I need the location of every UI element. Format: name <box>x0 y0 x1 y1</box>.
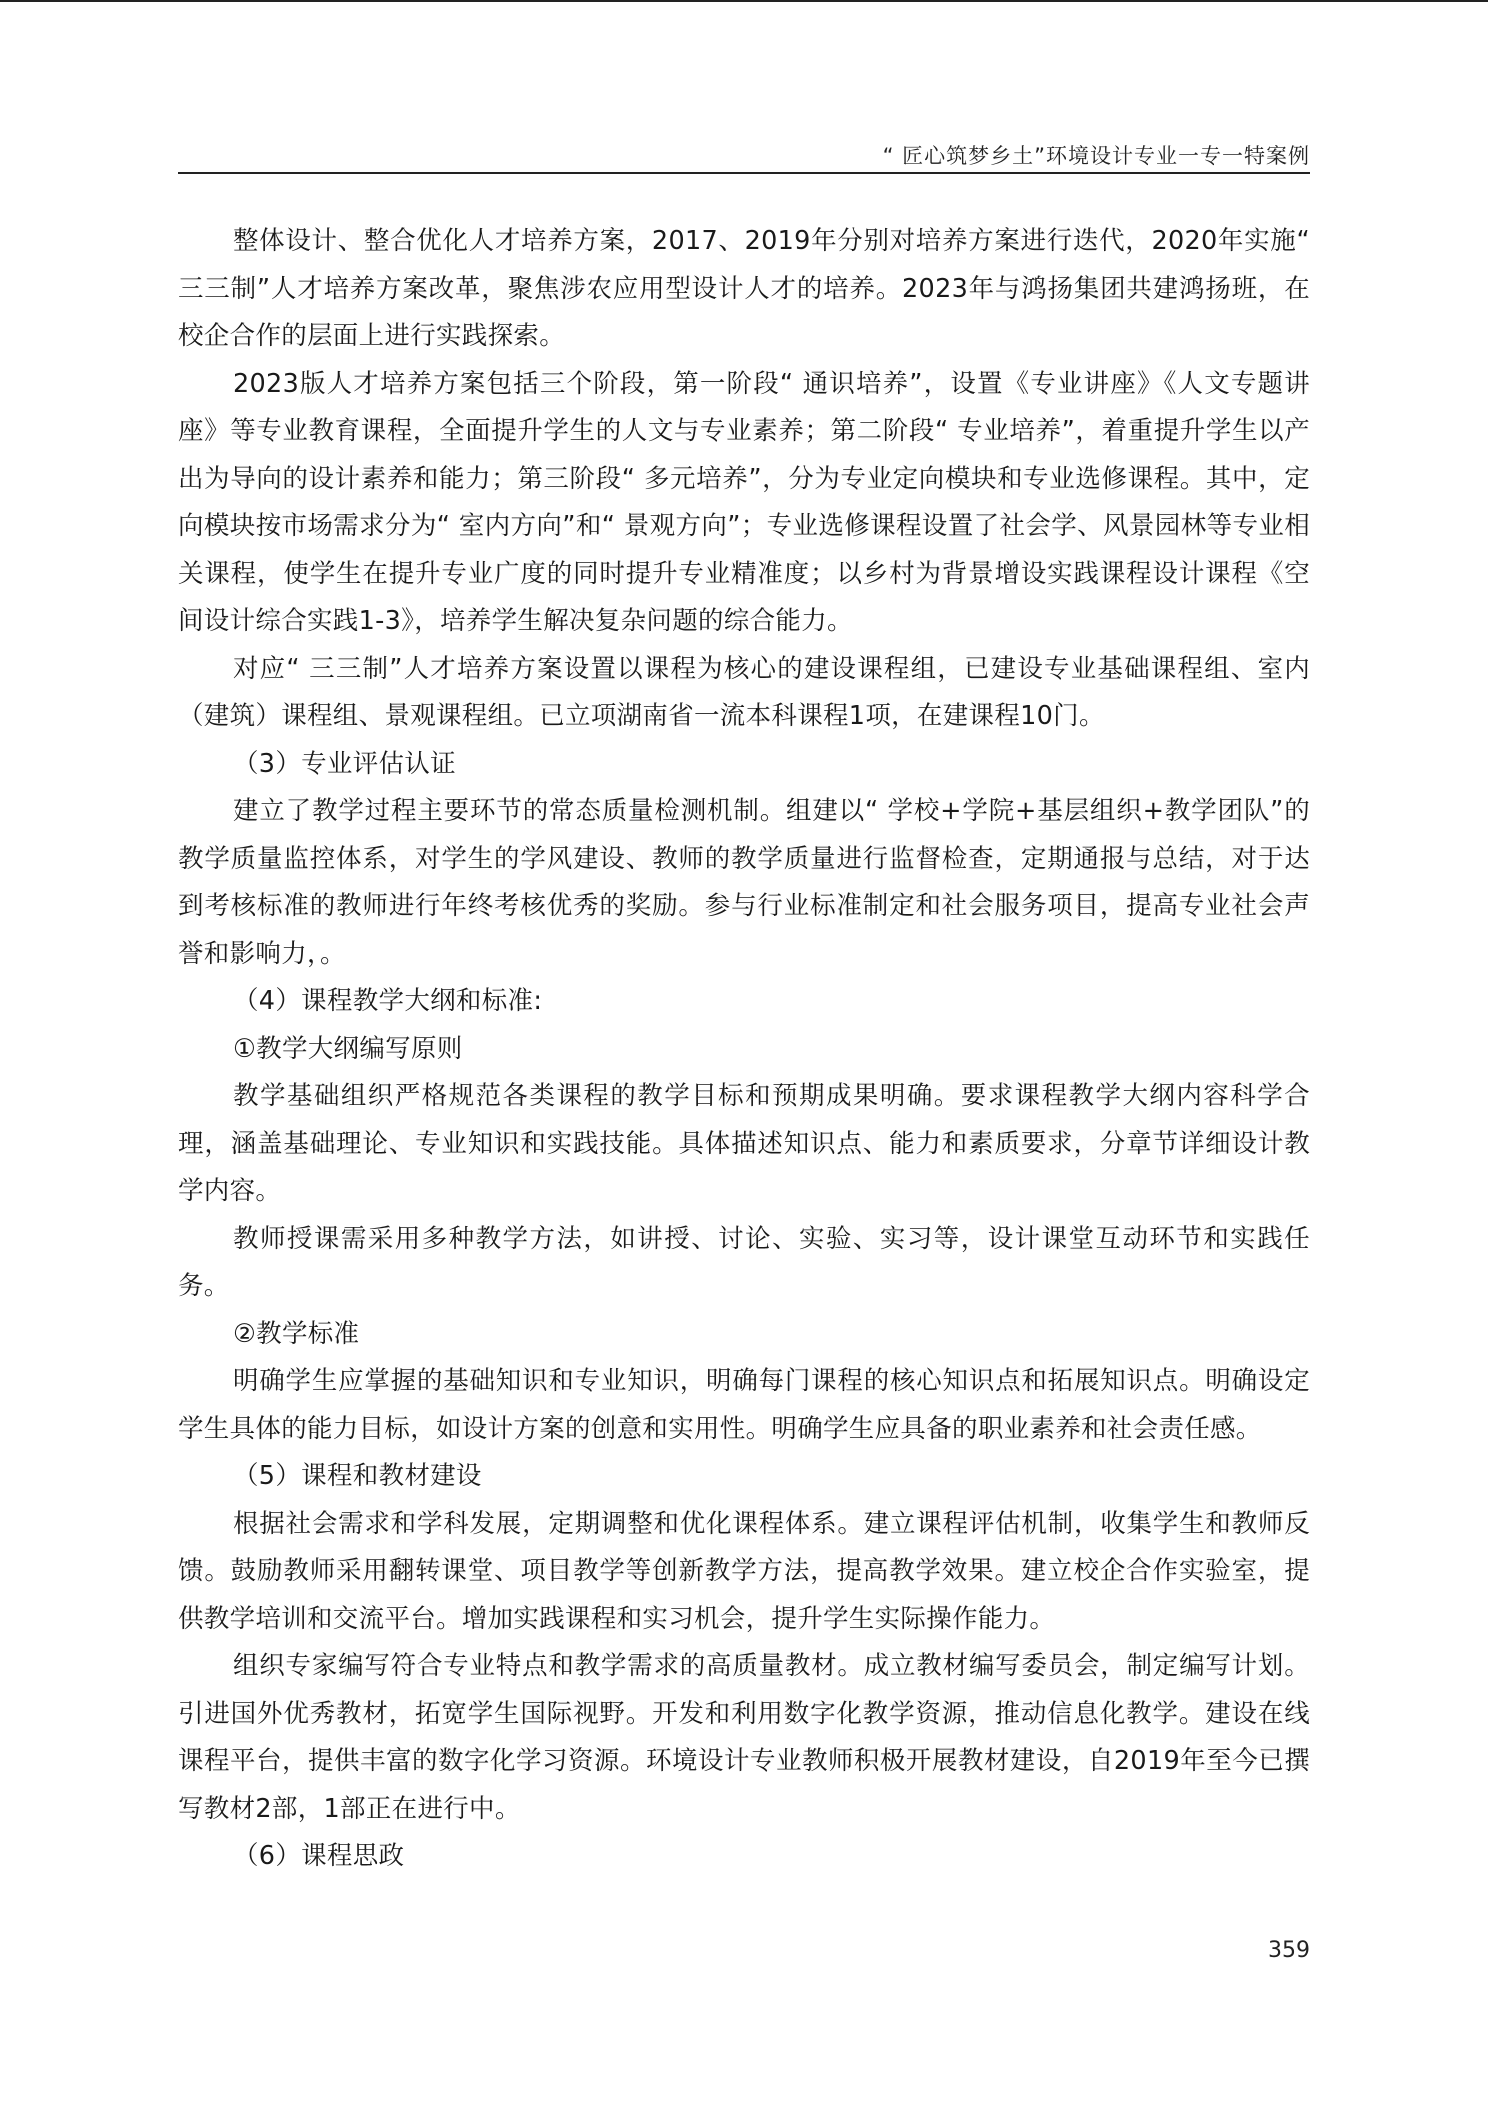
subheading-course-materials: （5）课程和教材建设 <box>233 1461 482 1491</box>
paragraph-teaching-methods: 教师授课需采用多种教学方法，如讲授、讨论、实验、实习等，设计课堂互动环节和实践任务。 <box>178 1223 1310 1301</box>
paragraph-standards-content: 明确学生应掌握的基础知识和专业知识，明确每门课程的核心知识点和拓展知识点。明确设定学生具体的能力目标，如设计方案的创意和实用性。明确学生应具备的职业素养和社会责任感。 <box>178 1366 1310 1444</box>
header-rule <box>178 172 1310 174</box>
paragraph-textbooks: 组织专家编写符合专业特点和教学需求的高质量教材。成立教材编写委员会，制定编写计划。引进国外优秀教材，拓宽学生国际视野。开发和利用数字化教学资源，推动信息化教学。建设在线课程平台，提供丰富的数字化学习资源。环境设计专业教师积极开展教材建设，自2019年至今已撰写教材2部，1部正在进行中。 <box>178 1651 1310 1824</box>
subheading-teaching-standards: ②教学标准 <box>233 1318 360 1349</box>
paragraph-syllabus-content: 教学基础组织严格规范各类课程的教学目标和预期成果明确。要求课程教学大纲内容科学合理，涵盖基础理论、专业知识和实践技能。具体描述知识点、能力和素质要求，分章节详细设计教学内容。 <box>178 1081 1310 1206</box>
paragraph-program-iteration: 整体设计、整合优化人才培养方案，2017、2019年分别对培养方案进行迭代，2020年实施“ 三三制”人才培养方案改革，聚焦涉农应用型设计人才的培养。2023年与鸿扬集团共建鸿扬班，在校企合作的层面上进行实践探索。 <box>178 226 1310 351</box>
top-border-rule <box>0 0 1488 2</box>
paragraph-course-groups: 对应“ 三三制”人才培养方案设置以课程为核心的建设课程组，已建设专业基础课程组、室内（建筑）课程组、景观课程组。已立项湖南省一流本科课程1项，在建课程10门。 <box>178 653 1310 731</box>
body-text <box>178 218 1310 1881</box>
running-header: “ 匠心筑梦乡土”环境设计专业一专一特案例 <box>882 144 1310 168</box>
paragraph-2023-program: 2023版人才培养方案包括三个阶段，第一阶段“ 通识培养”，设置《专业讲座》《人文专题讲座》等专业教育课程，全面提升学生的人文与专业素养；第二阶段“ 专业培养”，着重提升学生以产出为导向的设计素养和能力；第三阶段“ 多元培养”，分为专业定向模块和专业选修课程。其中，定向模块按市场需求分为“ 室内方向”和“ 景观方向”；专业选修课程设置了社会学、风景园林等专业相关课程，使学生在提升专业广度的同时提升专业精准度；以乡村为背景增设实践课程设计课程《空间设计综合实践1-3》，培养学生解决复杂问题的综合能力。 <box>178 368 1310 636</box>
subheading-syllabus-principles: ①教学大纲编写原则 <box>233 1033 463 1064</box>
page-number: 359 <box>1268 1938 1310 1963</box>
subheading-syllabus: （4）课程教学大纲和标准: <box>233 986 543 1016</box>
paragraph-quality-monitoring: 建立了教学过程主要环节的常态质量检测机制。组建以“ 学校+学院+基层组织+教学团队”的教学质量监控体系，对学生的学风建设、教师的教学质量进行监督检查，定期通报与总结，对于达到考核标准的教师进行年终考核优秀的奖励。参与行业标准制定和社会服务项目，提高专业社会声誉和影响力，。 <box>178 796 1310 969</box>
subheading-ideology: （6）课程思政 <box>233 1841 405 1871</box>
subheading-evaluation: （3）专业评估认证 <box>233 748 456 779</box>
paragraph-course-system: 根据社会需求和学科发展，定期调整和优化课程体系。建立课程评估机制，收集学生和教师反馈。鼓励教师采用翻转课堂、项目教学等创新教学方法，提高教学效果。建立校企合作实验室，提供教学培训和交流平台。增加实践课程和实习机会，提升学生实际操作能力。 <box>178 1508 1310 1634</box>
